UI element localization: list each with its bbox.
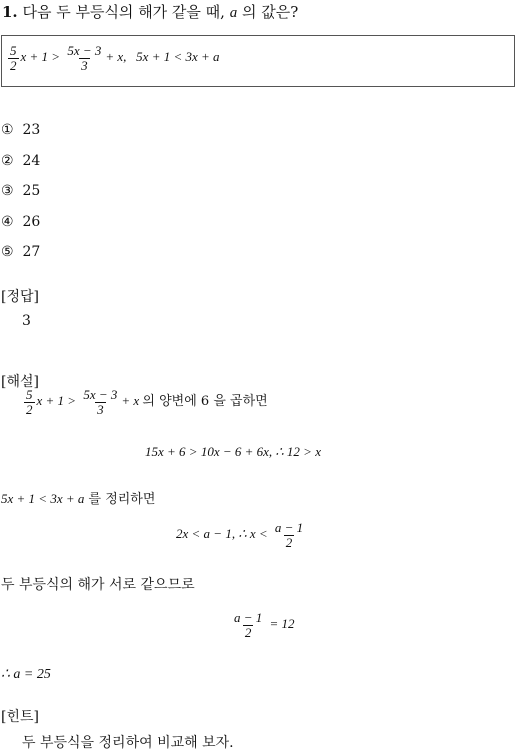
question-stem [2,1,298,22]
hint-text: 두 부등식을 정리하여 비교해 보자. [22,735,234,751]
choice-mark: ③ [1,183,14,199]
choice-value: 25 [22,183,41,199]
equation-3: $\frac{a - 1}{2}$ = 12 [234,610,295,640]
solution-line-3: 두 부등식의 해가 서로 같으므로 [1,577,195,593]
inequality-2: 5x + 1 < 3x + a [136,49,220,65]
question-number: 1. [2,3,18,21]
choice-value: 23 [22,122,41,138]
question-text: 다음 두 부등식의 해가 같을 때, [22,3,225,21]
choice-mark: ② [1,153,14,169]
fraction-5x-3-over-3: $\frac{5x - 3}{3}$ [83,387,118,417]
choice-value: 24 [22,153,41,169]
question-text-tail: 의 값은? [242,3,299,21]
hint-label: [힌트] [1,709,39,725]
answer-label: [정답] [1,289,39,305]
choice-4[interactable] [1,214,40,230]
inequality-system [6,44,220,72]
choice-value: 26 [22,214,41,230]
choice-mark: ① [1,122,14,138]
choice-2[interactable] [1,153,40,169]
solution-line-2: 5x + 1 < 3x + a 를 정리하면 [1,491,156,507]
solution-conclusion: ∴ a = 25 [1,667,51,682]
choice-5[interactable] [1,244,40,260]
inequality-1-middle: x + 1 > [20,49,61,65]
solution-line-1: $\frac{5}{2}$ x + 1 > $\frac{5x - 3}{3}$ + x 의 양변에 6 을 곱하면 [26,387,268,417]
choice-mark: ⑤ [1,244,14,260]
fraction-a-1-over-2: $\frac{a - 1}{2}$ [274,520,304,550]
choice-3[interactable] [1,183,40,199]
fraction-a-1-over-2: $\frac{a - 1}{2}$ [234,610,263,640]
fraction-5x-3-over-3: $\frac{5x - 3}{3}$ [67,43,102,73]
solution-label: [해설] [1,374,39,390]
fraction-5-2: $\frac{5}{2}$ [26,387,33,417]
choice-mark: ④ [1,214,14,230]
question-variable: a [229,5,238,21]
fraction-5-2: $\frac{5}{2}$ [10,43,17,73]
equation-1: 15x + 6 > 10x − 6 + 6x, ∴ 12 > x [145,444,321,459]
choice-1[interactable] [1,122,40,138]
answer-value: 3 [22,313,31,329]
equation-2: 2x < a − 1, ∴ x < $\frac{a - 1}{2}$ [176,520,304,550]
choice-value: 27 [22,244,41,260]
inequality-1-tail: + x, [105,49,127,65]
